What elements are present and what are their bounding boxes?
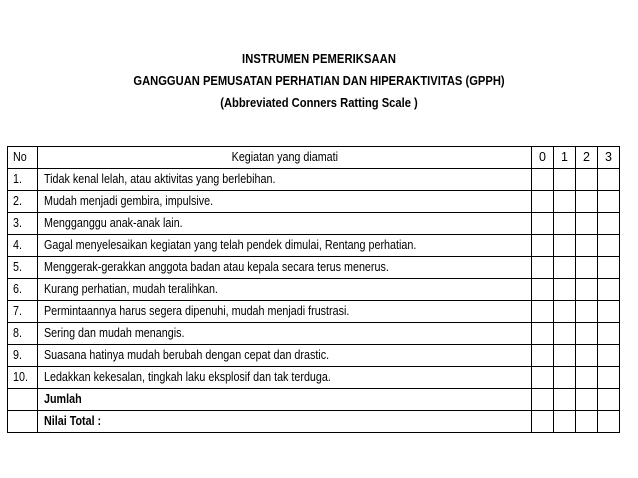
row-number: 2. xyxy=(8,191,38,213)
score-2-cell[interactable] xyxy=(576,169,598,191)
jumlah-score-0-cell[interactable] xyxy=(532,389,554,411)
score-3-cell[interactable] xyxy=(598,191,620,213)
score-2-cell[interactable] xyxy=(576,235,598,257)
score-0-cell[interactable] xyxy=(532,279,554,301)
table-row xyxy=(8,213,620,235)
table-header-row xyxy=(8,147,620,169)
table-row xyxy=(8,367,620,389)
score-3-cell[interactable] xyxy=(598,213,620,235)
score-1-cell[interactable] xyxy=(554,323,576,345)
row-number: 3. xyxy=(8,213,38,235)
table-row xyxy=(8,301,620,323)
table-row xyxy=(8,323,620,345)
row-activity: Mudah menjadi gembira, impulsive. xyxy=(38,191,532,213)
score-0-cell[interactable] xyxy=(532,367,554,389)
table-row xyxy=(8,345,620,367)
row-number: 1. xyxy=(8,169,38,191)
table-row xyxy=(8,235,620,257)
score-2-cell[interactable] xyxy=(576,279,598,301)
score-0-cell[interactable] xyxy=(532,191,554,213)
score-2-cell[interactable] xyxy=(576,213,598,235)
score-1-cell[interactable] xyxy=(554,169,576,191)
row-activity: Ledakkan kekesalan, tingkah laku eksplosif dan tak terduga. xyxy=(38,367,532,389)
nilai-total-no-cell xyxy=(8,411,38,433)
nilai-total-score-2-cell[interactable] xyxy=(576,411,598,433)
nilai-total-score-0-cell[interactable] xyxy=(532,411,554,433)
row-activity: Sering dan mudah menangis. xyxy=(38,323,532,345)
row-activity: Menggerak-gerakkan anggota badan atau kepala secara terus menerus. xyxy=(38,257,532,279)
jumlah-row xyxy=(8,389,620,411)
jumlah-score-1-cell[interactable] xyxy=(554,389,576,411)
score-0-cell[interactable] xyxy=(532,301,554,323)
nilai-total-score-3-cell[interactable] xyxy=(598,411,620,433)
header-no: No xyxy=(8,147,38,169)
title-line-1: INSTRUMEN PEMERIKSAAN xyxy=(242,51,396,66)
nilai-total-label: Nilai Total : xyxy=(38,411,532,433)
score-0-cell[interactable] xyxy=(532,323,554,345)
row-activity: Mengganggu anak-anak lain. xyxy=(38,213,532,235)
header-score-0: 0 xyxy=(532,147,554,169)
table-row xyxy=(8,279,620,301)
score-1-cell[interactable] xyxy=(554,367,576,389)
table-row xyxy=(8,169,620,191)
score-1-cell[interactable] xyxy=(554,213,576,235)
row-number: 4. xyxy=(8,235,38,257)
row-activity: Suasana hatinya mudah berubah dengan cepat dan drastic. xyxy=(38,345,532,367)
score-0-cell[interactable] xyxy=(532,213,554,235)
score-1-cell[interactable] xyxy=(554,345,576,367)
score-3-cell[interactable] xyxy=(598,257,620,279)
title-line-3: (Abbreviated Conners Ratting Scale ) xyxy=(220,95,418,110)
assessment-table xyxy=(7,146,620,433)
row-number: 7. xyxy=(8,301,38,323)
jumlah-score-3-cell[interactable] xyxy=(598,389,620,411)
row-number: 8. xyxy=(8,323,38,345)
score-1-cell[interactable] xyxy=(554,257,576,279)
score-3-cell[interactable] xyxy=(598,345,620,367)
score-0-cell[interactable] xyxy=(532,257,554,279)
score-3-cell[interactable] xyxy=(598,279,620,301)
score-0-cell[interactable] xyxy=(532,345,554,367)
score-3-cell[interactable] xyxy=(598,169,620,191)
nilai-total-score-1-cell[interactable] xyxy=(554,411,576,433)
header-activity: Kegiatan yang diamati xyxy=(38,147,532,169)
score-1-cell[interactable] xyxy=(554,235,576,257)
jumlah-score-2-cell[interactable] xyxy=(576,389,598,411)
document-title xyxy=(0,48,638,114)
row-number: 6. xyxy=(8,279,38,301)
nilai-total-row xyxy=(8,411,620,433)
score-3-cell[interactable] xyxy=(598,323,620,345)
row-number: 10. xyxy=(8,367,38,389)
score-1-cell[interactable] xyxy=(554,301,576,323)
header-score-1: 1 xyxy=(554,147,576,169)
jumlah-no-cell xyxy=(8,389,38,411)
row-activity: Tidak kenal lelah, atau aktivitas yang berlebihan. xyxy=(38,169,532,191)
score-1-cell[interactable] xyxy=(554,191,576,213)
header-score-3: 3 xyxy=(598,147,620,169)
table-row xyxy=(8,191,620,213)
score-3-cell[interactable] xyxy=(598,235,620,257)
score-2-cell[interactable] xyxy=(576,367,598,389)
row-activity: Gagal menyelesaikan kegiatan yang telah pendek dimulai, Rentang perhatian. xyxy=(38,235,532,257)
score-2-cell[interactable] xyxy=(576,345,598,367)
score-3-cell[interactable] xyxy=(598,301,620,323)
jumlah-label: Jumlah xyxy=(38,389,532,411)
header-score-2: 2 xyxy=(576,147,598,169)
score-0-cell[interactable] xyxy=(532,169,554,191)
score-2-cell[interactable] xyxy=(576,257,598,279)
score-2-cell[interactable] xyxy=(576,301,598,323)
row-activity: Permintaannya harus segera dipenuhi, mudah menjadi frustrasi. xyxy=(38,301,532,323)
score-0-cell[interactable] xyxy=(532,235,554,257)
row-number: 5. xyxy=(8,257,38,279)
score-3-cell[interactable] xyxy=(598,367,620,389)
table-row xyxy=(8,257,620,279)
score-1-cell[interactable] xyxy=(554,279,576,301)
score-2-cell[interactable] xyxy=(576,191,598,213)
score-2-cell[interactable] xyxy=(576,323,598,345)
row-activity: Kurang perhatian, mudah teralihkan. xyxy=(38,279,532,301)
row-number: 9. xyxy=(8,345,38,367)
title-line-2: GANGGUAN PEMUSATAN PERHATIAN DAN HIPERAKTIVITAS (GPPH) xyxy=(133,73,505,88)
